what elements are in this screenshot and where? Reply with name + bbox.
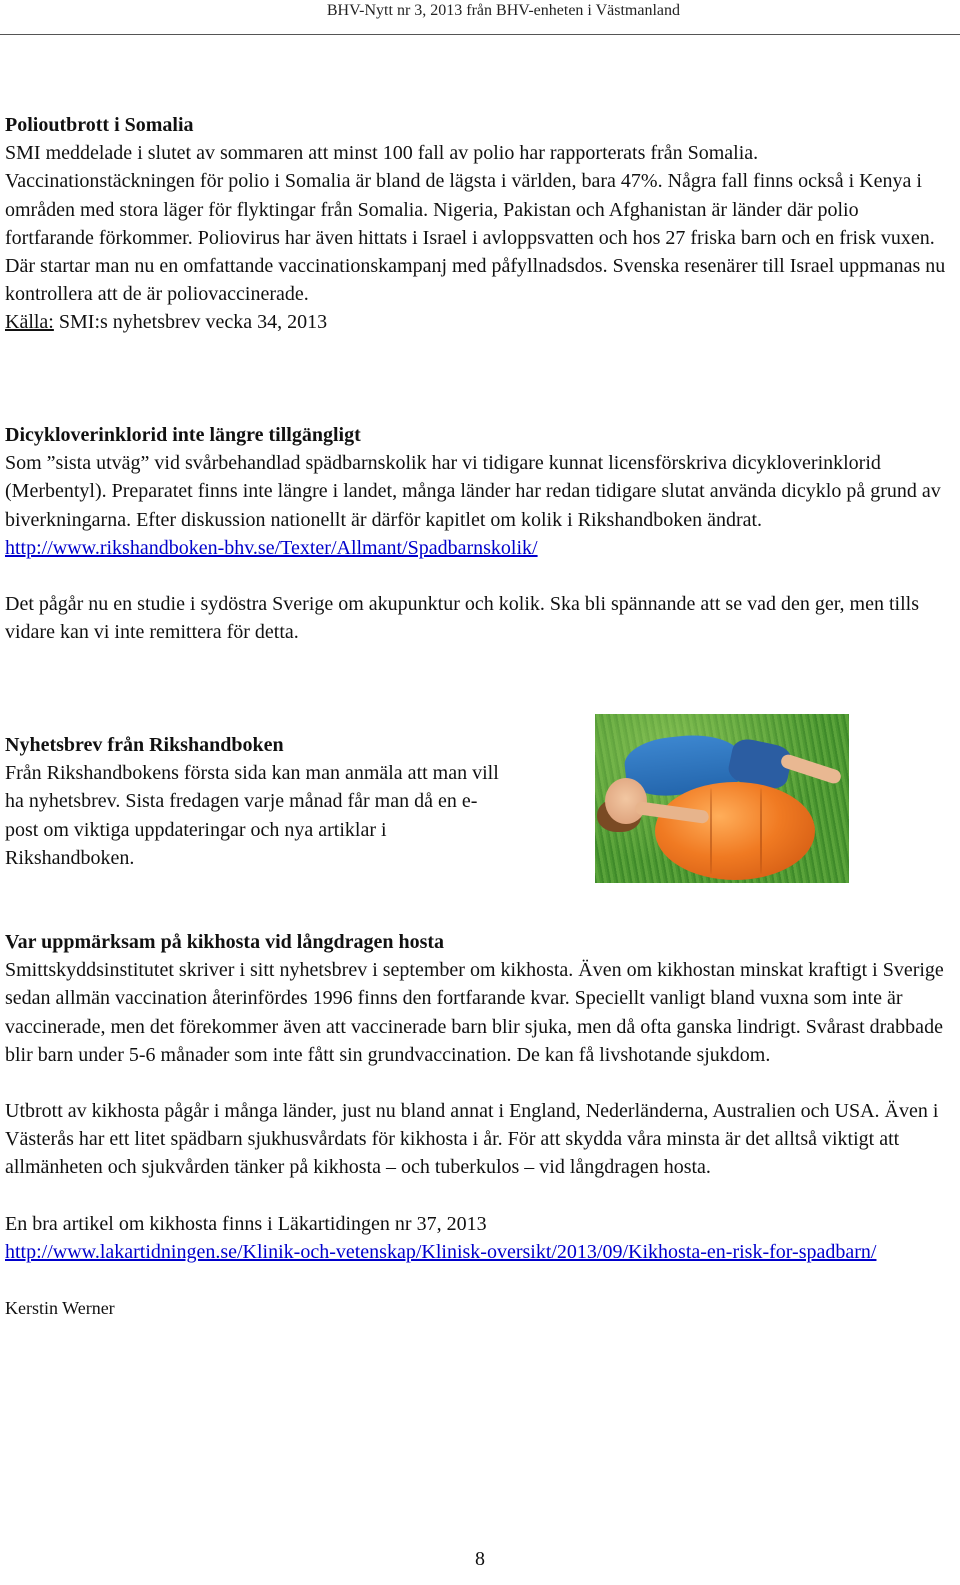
newsletter-title: BHV-Nytt nr 3, 2013 från BHV-enheten i Västmanland <box>326 2 680 19</box>
article-body: Som ”sista utväg” vid svårbehandlad spädbarnskolik har vi tidigare kunnat licensförskriva dicykloverinklorid (Merbentyl). Preparatet finns inte längre i landet, många länder har redan tidigare slutat använda dicyklo på grund av biverkningarna. Efter diskussion nationellt är därför kapitlet om kolik i Rikshandboken ändrat. <box>5 452 941 531</box>
page-number: 8 <box>475 1548 485 1570</box>
rikshandboken-link[interactable]: http://www.rikshandboken-bhv.se/Texter/Allmant/Spadbarnskolik/ <box>5 536 538 559</box>
article-body: En bra artikel om kikhosta finns i Läkartidingen nr 37, 2013 <box>5 1212 487 1235</box>
article-nyhetsbrev <box>5 731 505 872</box>
article-body: Smittskyddsinstitutet skriver i sitt nyhetsbrev i september om kikhosta. Även om kikhostan minskat kraftigt i Sverige sedan allmän vaccination återinfördes 1996 finns den fortfarande kvar. Speciellt vanligt bland vuxna som inte är vaccinerade, men det förekommer även att vaccinerade barn blir sjuka, men då ofta ganska lindrigt. Svårast drabbade blir barn under 5-6 månader som inte fått sin grundvaccination. De kan få livshotande sjukdom. <box>5 959 944 1066</box>
article-title: Dicykloverinklorid inte längre tillgängligt <box>5 424 361 446</box>
child-on-pumpkin-photo <box>595 714 849 883</box>
article-kikhosta <box>5 928 950 1322</box>
source-label: Källa: <box>5 311 54 334</box>
article-dicyklo <box>5 421 950 646</box>
source-text: SMI:s nyhetsbrev vecka 34, 2013 <box>53 311 328 334</box>
page-header <box>0 0 960 35</box>
article-polio <box>5 111 950 337</box>
article-body: Från Rikshandbokens första sida kan man anmäla att man vill ha nyhetsbrev. Sista fredagen varje månad får man då en e-post om viktiga uppdateringar och nya artiklar i Rikshandboken. <box>5 762 499 869</box>
article-source <box>5 308 950 336</box>
article-body: Utbrott av kikhosta pågår i många länder, just nu bland annat i England, Nederländerna, Australien och USA. Även i Västerås har ett litet spädbarn sjukhusvårdats för kikhosta i år. För att skydda våra minsta är det alltså viktigt att allmänheten och sjukvården tänker på kikhosta – och tuberkulos – vid långdragen hosta. <box>5 1100 939 1179</box>
article-title: Polioutbrott i Somalia <box>5 114 194 136</box>
article-title: Nyhetsbrev från Rikshandboken <box>5 734 284 756</box>
lakartidningen-link[interactable]: http://www.lakartidningen.se/Klinik-och-vetenskap/Klinisk-oversikt/2013/09/Kikhosta-en-risk-for-spadbarn/ <box>5 1240 877 1263</box>
article-title: Var uppmärksam på kikhosta vid långdragen hosta <box>5 931 445 953</box>
article-body: SMI meddelade i slutet av sommaren att minst 100 fall av polio har rapporterats från Somalia. Vaccinationstäckningen för polio i Somalia är bland de lägsta i världen, bara 47%. Några fall finns också i Kenya i områden med stora läger för flyktingar från Somalia. Nigeria, Pakistan och Afghanistan är länder där polio fortfarande förkommer. Poliovirus har även hittats i Israel i avloppsvatten och hos 27 friska barn och en frisk vuxen. Där startar man nu en omfattande vaccinationskampanj med påfyllnadsdos. Svenska resenärer till Israel uppmanas nu kontrollera att de är poliovaccinerade. <box>5 142 946 306</box>
author-name: Kerstin Werner <box>5 1298 115 1319</box>
article-extra: Det pågår nu en studie i sydöstra Sverige om akupunktur och kolik. Ska bli spännande att se vad den ger, men tills vidare kan vi inte remittera för detta. <box>5 593 920 644</box>
